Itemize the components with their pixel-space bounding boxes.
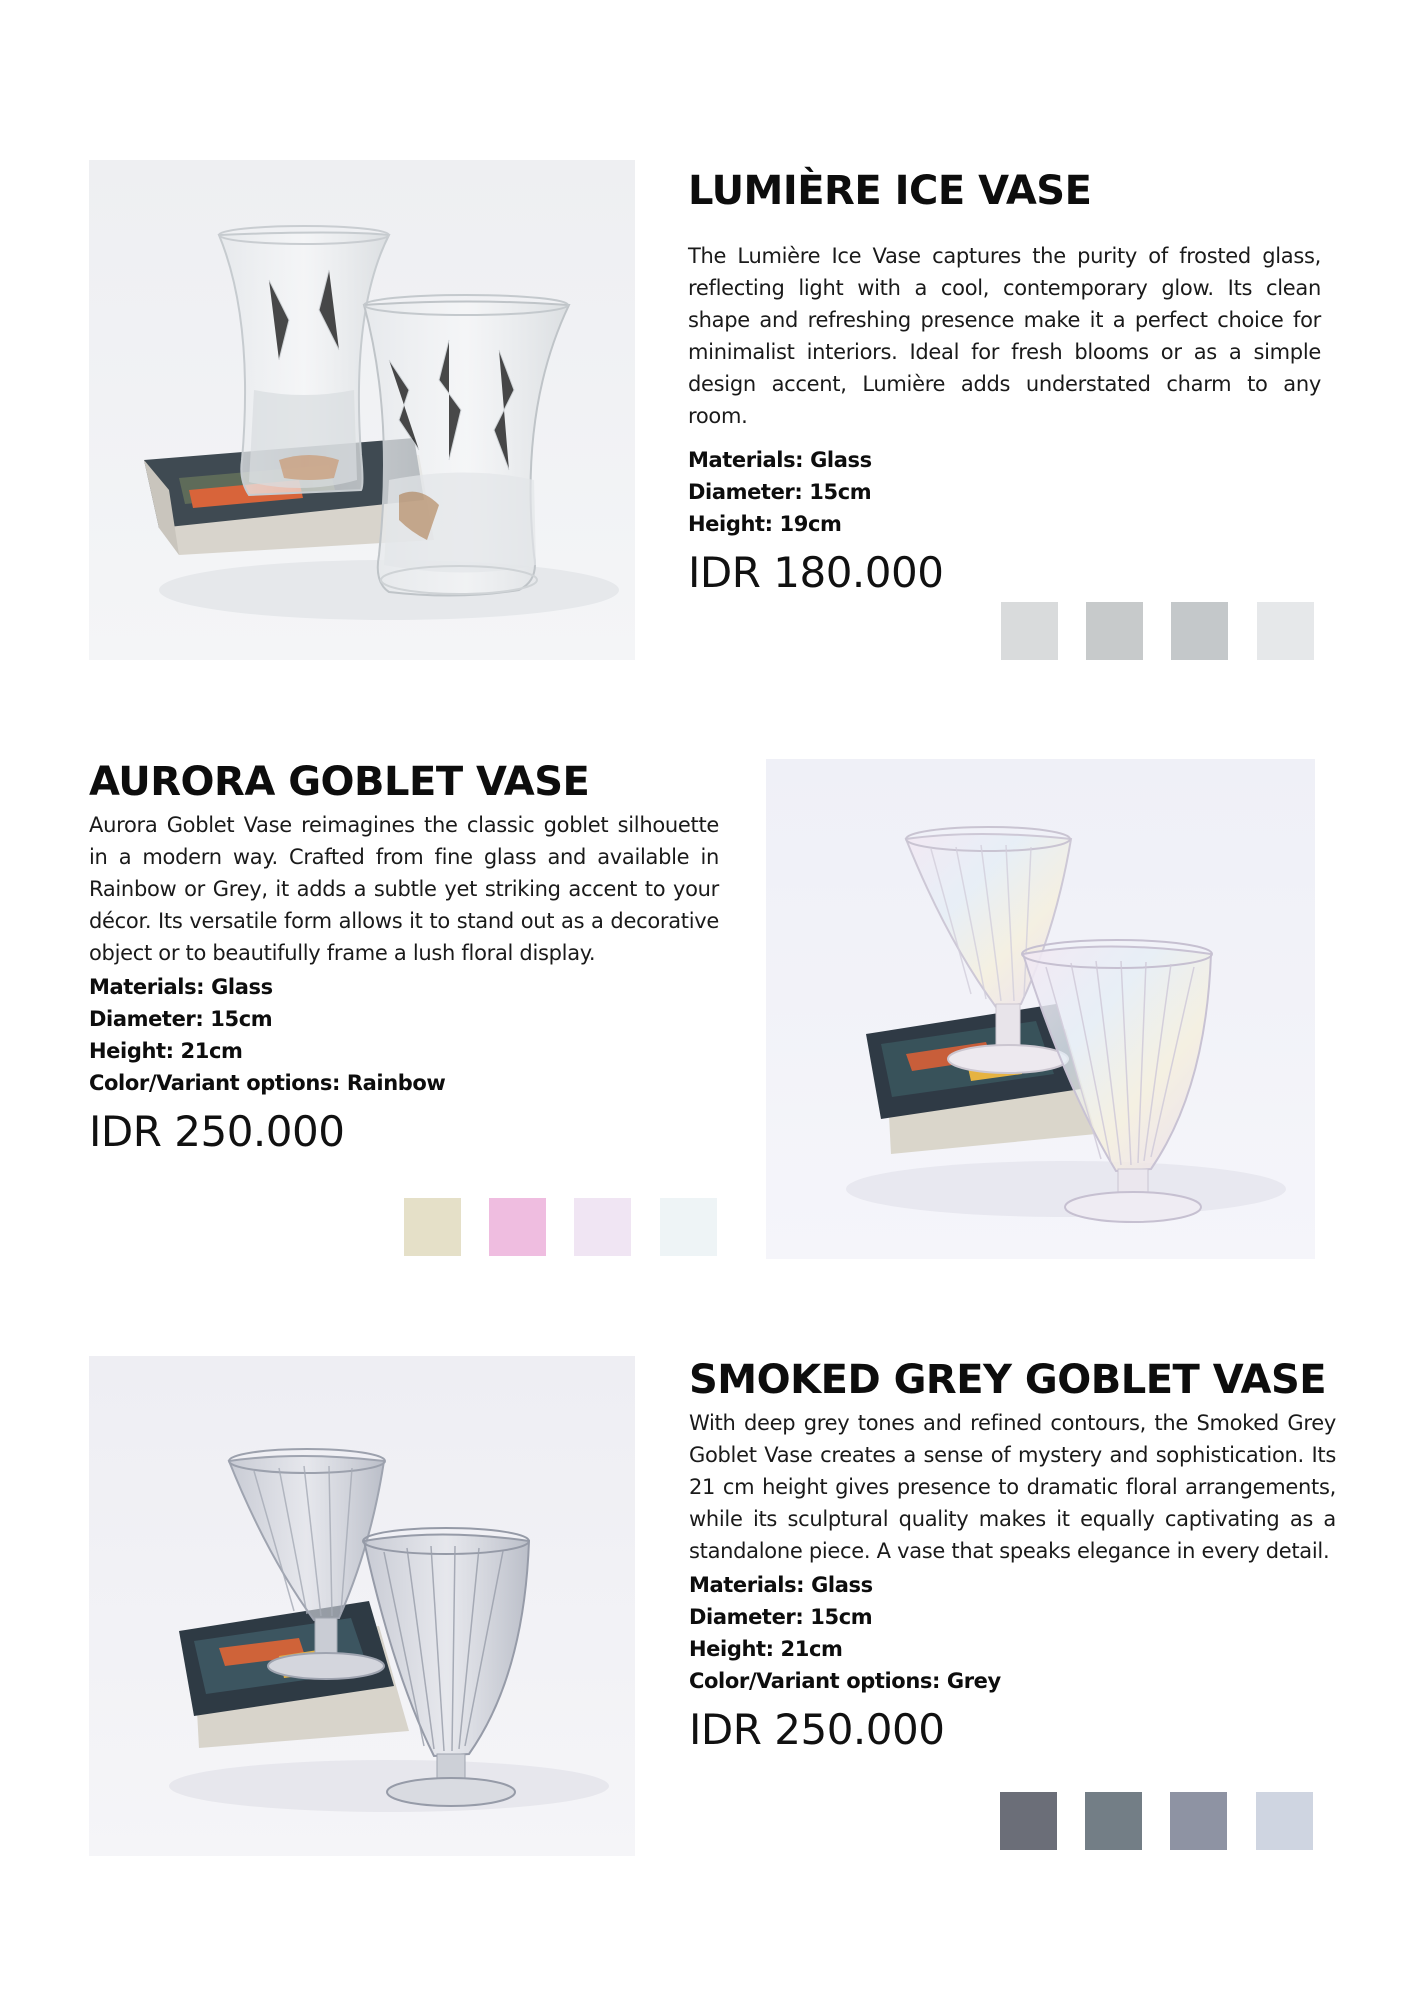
product-price: IDR 250.000 bbox=[89, 1107, 345, 1156]
spec-height: Height: 19cm bbox=[688, 512, 842, 536]
color-swatch[interactable] bbox=[489, 1198, 546, 1256]
color-swatch[interactable] bbox=[1001, 602, 1058, 660]
aurora-goblet-vase-photo bbox=[766, 759, 1315, 1259]
color-swatch[interactable] bbox=[1256, 1792, 1313, 1850]
smoked-grey-goblet-vase-photo bbox=[89, 1356, 635, 1856]
color-swatch[interactable] bbox=[1171, 602, 1228, 660]
aurora-goblet-vase-info bbox=[89, 757, 719, 1159]
product-description: Aurora Goblet Vase reimagines the classic goblet silhouette in a modern way. Crafted from fine glass and available in Rainbow or Grey, it adds a subtle yet striking accent to your décor. Its versatile form allows it to stand out as a decorative object or to beautifully frame a lush floral display. bbox=[89, 813, 719, 965]
spec-diameter: Diameter: 15cm bbox=[688, 480, 872, 504]
product-title: SMOKED GREY GOBLET VASE bbox=[689, 1357, 1327, 1403]
spec-variant: Color/Variant options: Grey bbox=[689, 1669, 1001, 1693]
product-description: The Lumière Ice Vase captures the purity of frosted glass, reflecting light with a cool, contemporary glow. Its clean shape and refreshing presence make it a perfect choice for minimalist interiors. Ideal for fresh blooms or as a simple design accent, Lumière adds understated charm to any room. bbox=[688, 244, 1321, 428]
product-title: LUMIÈRE ICE VASE bbox=[688, 168, 1092, 214]
product-specs bbox=[689, 1569, 1336, 1697]
spec-diameter: Diameter: 15cm bbox=[89, 1007, 273, 1031]
smoked-grey-goblet-vase-info bbox=[689, 1355, 1336, 1757]
color-swatch[interactable] bbox=[1086, 602, 1143, 660]
lumiere-color-swatches bbox=[1001, 602, 1314, 660]
spec-materials: Materials: Glass bbox=[688, 448, 872, 472]
color-swatch[interactable] bbox=[1170, 1792, 1227, 1850]
product-title: AURORA GOBLET VASE bbox=[89, 759, 590, 805]
spec-diameter: Diameter: 15cm bbox=[689, 1605, 873, 1629]
product-description: With deep grey tones and refined contours, the Smoked Grey Goblet Vase creates a sense of mystery and sophistication. Its 21 cm height gives presence to dramatic floral arrangements, while its sculptural quality makes it equally captivating as a standalone piece. A vase that speaks elegance in every detail. bbox=[689, 1411, 1336, 1563]
spec-materials: Materials: Glass bbox=[89, 975, 273, 999]
color-swatch[interactable] bbox=[1000, 1792, 1057, 1850]
aurora-color-swatches bbox=[404, 1198, 719, 1256]
product-price: IDR 250.000 bbox=[689, 1705, 945, 1754]
spec-variant: Color/Variant options: Rainbow bbox=[89, 1071, 446, 1095]
product-specs bbox=[688, 444, 1321, 540]
smoked-grey-color-swatches bbox=[1000, 1792, 1315, 1850]
color-swatch[interactable] bbox=[1257, 602, 1314, 660]
color-swatch[interactable] bbox=[1085, 1792, 1142, 1850]
spec-materials: Materials: Glass bbox=[689, 1573, 873, 1597]
color-swatch[interactable] bbox=[404, 1198, 461, 1256]
spec-height: Height: 21cm bbox=[89, 1039, 243, 1063]
color-swatch[interactable] bbox=[660, 1198, 717, 1256]
lumiere-ice-vase-info bbox=[688, 166, 1321, 600]
color-swatch[interactable] bbox=[574, 1198, 631, 1256]
product-price: IDR 180.000 bbox=[688, 548, 944, 597]
spec-height: Height: 21cm bbox=[689, 1637, 843, 1661]
product-specs bbox=[89, 971, 719, 1099]
lumiere-ice-vase-photo bbox=[89, 160, 635, 660]
